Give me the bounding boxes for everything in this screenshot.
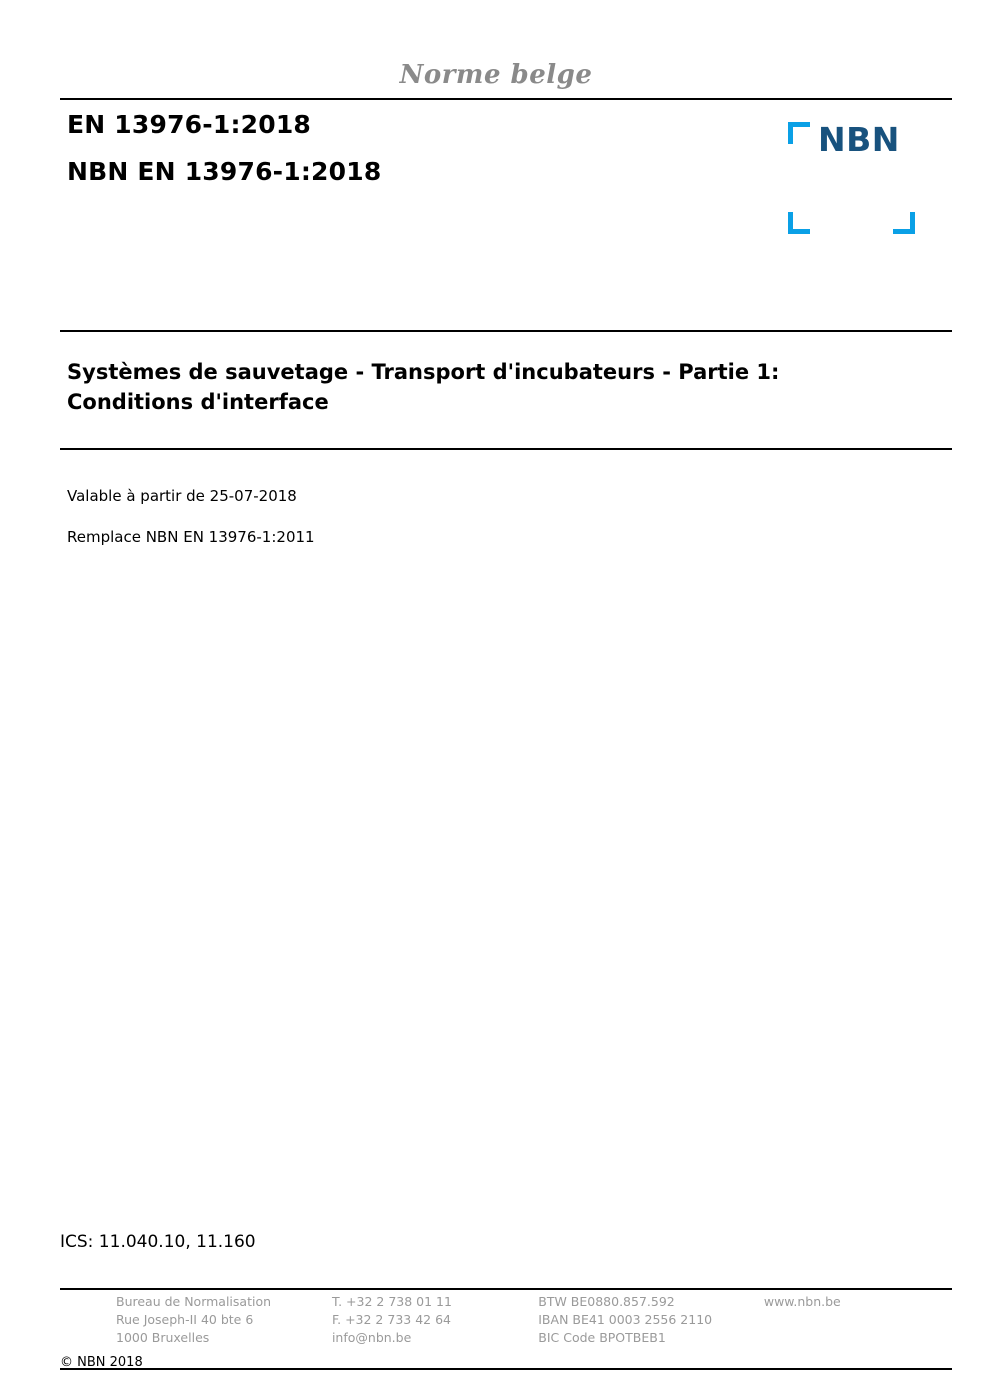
footer-email[interactable]: info@nbn.be (331, 1330, 412, 1346)
copyright-notice: © NBN 2018 (60, 1355, 143, 1370)
replaces-text: Remplace NBN EN 13976-1:2011 (67, 528, 315, 546)
logo-corner-top-left-icon (788, 122, 810, 144)
en-standard-number: EN 13976-1:2018 (67, 110, 312, 139)
document-title: Systèmes de sauvetage - Transport d'incubateurs - Partie 1: Conditions d'interface (67, 360, 780, 414)
footer-phone: T. +32 2 738 01 11 (331, 1294, 452, 1309)
standard-number-block (67, 112, 627, 206)
footer-contact-column (332, 1293, 538, 1347)
logo-wordmark: NBN (818, 120, 900, 159)
logo-corner-bottom-left-icon (788, 212, 810, 234)
ics-codes: ICS: 11.040.10, 11.160 (60, 1232, 256, 1252)
footer-address-line-2: Rue Joseph-II 40 bte 6 (116, 1312, 254, 1328)
footer-fax: F. +32 2 733 42 64 (331, 1312, 451, 1328)
footer-bottom-divider (60, 1368, 952, 1370)
footer-address-column (116, 1293, 332, 1347)
footer-vat-number: BTW BE0880.857.592 (538, 1294, 675, 1309)
title-bottom-divider (60, 448, 952, 450)
footer-bic-code: BIC Code BPOTBEB1 (538, 1330, 666, 1346)
footer-website-column (764, 1293, 946, 1347)
document-kind-heading: Norme belge (399, 60, 593, 90)
logo-corner-bottom-right-icon (893, 212, 915, 234)
nbn-standard-number: NBN EN 13976-1:2018 (67, 157, 382, 186)
header-divider (60, 98, 952, 100)
footer-iban: IBAN BE41 0003 2556 2110 (538, 1312, 713, 1328)
footer-financial-column (538, 1293, 764, 1347)
footer-website-link[interactable]: www.nbn.be (763, 1294, 841, 1309)
footer-top-divider (60, 1288, 952, 1290)
footer-contact-block (116, 1293, 946, 1347)
nbn-logo (780, 112, 940, 252)
valid-from-text: Valable à partir de 25-07-2018 (67, 487, 297, 505)
title-top-divider (60, 330, 952, 332)
footer-address-line-1: Bureau de Normalisation (116, 1294, 272, 1309)
footer-address-line-3: 1000 Bruxelles (116, 1330, 210, 1346)
